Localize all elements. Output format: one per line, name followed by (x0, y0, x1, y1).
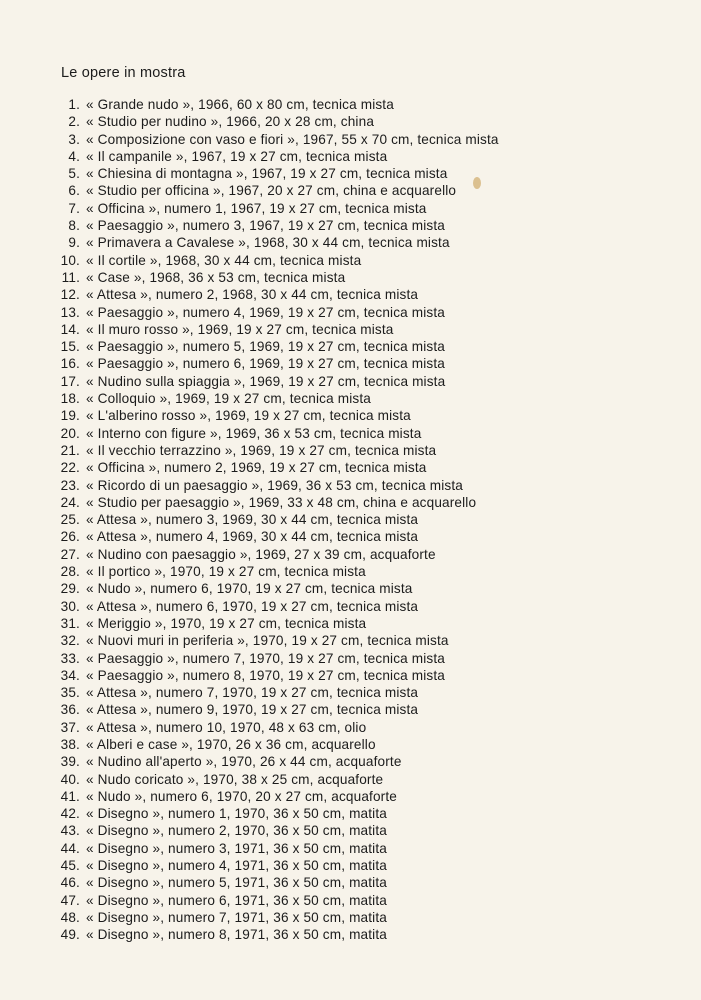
list-item-number: 7. (68, 200, 80, 216)
list-item-text: « Attesa », numero 2, 1968, 30 x 44 cm, tecnica mista (86, 287, 419, 303)
list-item (36, 407, 676, 424)
list-item (36, 528, 676, 545)
list-item-number: 14. (60, 321, 80, 337)
list-item-number: 29. (60, 581, 80, 597)
list-item (36, 96, 676, 113)
list-item-text: « Officina », numero 2, 1969, 19 x 27 cm, tecnica mista (86, 460, 427, 476)
list-item (36, 857, 676, 874)
list-item-number: 9. (68, 235, 80, 251)
list-item (36, 355, 676, 372)
list-item (36, 909, 676, 926)
list-item (36, 252, 676, 269)
list-item-text: « Studio per paesaggio », 1969, 33 x 48 cm, china e acquarello (86, 494, 477, 510)
list-item (36, 753, 676, 770)
list-item-number: 40. (60, 771, 80, 787)
list-item-text: « Disegno », numero 2, 1970, 36 x 50 cm, matita (86, 823, 387, 839)
list-item-number: 13. (60, 304, 80, 320)
list-item-text: « Paesaggio », numero 8, 1970, 19 x 27 cm, tecnica mista (86, 667, 446, 683)
list-item (36, 771, 676, 788)
list-item-text: « Disegno », numero 1, 1970, 36 x 50 cm, matita (86, 806, 387, 822)
list-item-number: 3. (68, 131, 80, 147)
list-item-text: « Disegno », numero 5, 1971, 36 x 50 cm, matita (86, 875, 387, 891)
list-item-number: 10. (60, 252, 80, 268)
list-item-text: « L'alberino rosso », 1969, 19 x 27 cm, tecnica mista (86, 408, 411, 424)
list-item-text: « Il portico », 1970, 19 x 27 cm, tecnica mista (86, 564, 366, 580)
list-item-text: « Case », 1968, 36 x 53 cm, tecnica mista (86, 269, 346, 285)
list-item-number: 47. (60, 892, 80, 908)
list-item-text: « Nudo coricato », 1970, 38 x 25 cm, acquaforte (86, 771, 384, 787)
list-item-text: « Disegno », numero 4, 1971, 36 x 50 cm, matita (86, 858, 387, 874)
list-item (36, 113, 676, 130)
list-item-text: « Nuovi muri in periferia », 1970, 19 x 27 cm, tecnica mista (86, 633, 449, 649)
list-item-number: 6. (68, 183, 80, 199)
list-item (36, 822, 676, 839)
list-item-number: 36. (60, 702, 80, 718)
list-item-text: « Attesa », numero 6, 1970, 19 x 27 cm, tecnica mista (86, 598, 419, 614)
list-item-number: 34. (60, 667, 80, 683)
list-item-number: 31. (60, 615, 80, 631)
list-item-text: « Il vecchio terrazzino », 1969, 19 x 27 cm, tecnica mista (86, 442, 437, 458)
list-item-number: 32. (60, 633, 80, 649)
list-item-number: 2. (68, 114, 80, 130)
list-item-text: « Disegno », numero 3, 1971, 36 x 50 cm, matita (86, 840, 387, 856)
list-item (36, 234, 676, 251)
list-item-text: « Il muro rosso », 1969, 19 x 27 cm, tecnica mista (86, 321, 394, 337)
list-item (36, 182, 676, 199)
list-item (36, 684, 676, 701)
list-item (36, 667, 676, 684)
list-item-number: 22. (60, 460, 80, 476)
list-item (36, 580, 676, 597)
list-item-number: 44. (60, 840, 80, 856)
list-item-number: 8. (68, 218, 80, 234)
list-item (36, 650, 676, 667)
list-item-number: 21. (60, 442, 80, 458)
list-item-number: 15. (60, 339, 80, 355)
list-item-text: « Chiesina di montagna », 1967, 19 x 27 cm, tecnica mista (86, 166, 448, 182)
list-item-number: 5. (68, 166, 80, 182)
list-item-text: « Ricordo di un paesaggio », 1969, 36 x 53 cm, tecnica mista (86, 477, 463, 493)
list-item-text: « Attesa », numero 9, 1970, 19 x 27 cm, tecnica mista (86, 702, 419, 718)
list-item-number: 35. (60, 685, 80, 701)
list-item (36, 304, 676, 321)
list-item-text: « Paesaggio », numero 3, 1967, 19 x 27 cm, tecnica mista (86, 218, 446, 234)
list-item-text: « Paesaggio », numero 4, 1969, 19 x 27 cm, tecnica mista (86, 304, 446, 320)
list-item (36, 200, 676, 217)
list-item-text: « Disegno », numero 6, 1971, 36 x 50 cm, matita (86, 892, 387, 908)
list-item-number: 11. (61, 269, 80, 285)
list-item-number: 17. (60, 373, 80, 389)
list-item (36, 719, 676, 736)
list-item-text: « Attesa », numero 7, 1970, 19 x 27 cm, tecnica mista (86, 685, 419, 701)
list-item-text: « Il cortile », 1968, 30 x 44 cm, tecnica mista (86, 252, 362, 268)
list-item-number: 23. (60, 477, 80, 493)
list-item-text: « Primavera a Cavalese », 1968, 30 x 44 cm, tecnica mista (86, 235, 450, 251)
list-item (36, 788, 676, 805)
list-item (36, 615, 676, 632)
page-title: Le opere in mostra (61, 65, 186, 81)
list-item-number: 43. (60, 823, 80, 839)
list-item (36, 269, 676, 286)
list-item (36, 494, 676, 511)
list-item-text: « Disegno », numero 7, 1971, 36 x 50 cm, matita (86, 909, 387, 925)
list-item-text: « Studio per nudino », 1966, 20 x 28 cm, china (86, 114, 375, 130)
list-item (36, 805, 676, 822)
list-item-text: « Colloquio », 1969, 19 x 27 cm, tecnica mista (86, 391, 371, 407)
list-item-number: 37. (60, 719, 80, 735)
list-item-text: « Attesa », numero 4, 1969, 30 x 44 cm, tecnica mista (86, 529, 419, 545)
list-item (36, 131, 676, 148)
list-item-text: « Nudino sulla spiaggia », 1969, 19 x 27 cm, tecnica mista (86, 373, 446, 389)
list-item-number: 20. (60, 425, 80, 441)
list-item-number: 26. (60, 529, 80, 545)
list-item-text: « Studio per officina », 1967, 20 x 27 cm, china e acquarello (86, 183, 457, 199)
list-item-number: 48. (60, 909, 80, 925)
list-item (36, 165, 676, 182)
list-item-text: « Nudo », numero 6, 1970, 20 x 27 cm, acquaforte (86, 788, 397, 804)
list-item-text: « Alberi e case », 1970, 26 x 36 cm, acquarello (86, 736, 376, 752)
list-item-number: 1. (68, 97, 80, 112)
list-item-number: 46. (60, 875, 80, 891)
list-item-number: 42. (60, 806, 80, 822)
list-item (36, 736, 676, 753)
list-item-number: 28. (60, 564, 80, 580)
list-item-text: « Disegno », numero 8, 1971, 36 x 50 cm, matita (86, 927, 387, 943)
paper-stain (473, 177, 481, 189)
list-item (36, 321, 676, 338)
list-item-text: « Grande nudo », 1966, 60 x 80 cm, tecnica mista (86, 97, 394, 112)
list-item (36, 390, 676, 407)
list-item-number: 16. (60, 356, 80, 372)
list-item (36, 373, 676, 390)
list-item-text: « Meriggio », 1970, 19 x 27 cm, tecnica mista (86, 615, 367, 631)
list-item-number: 41. (60, 788, 80, 804)
list-item (36, 425, 676, 442)
list-item-text: « Attesa », numero 3, 1969, 30 x 44 cm, tecnica mista (86, 512, 419, 528)
list-item-text: « Il campanile », 1967, 19 x 27 cm, tecnica mista (86, 148, 388, 164)
list-item-text: « Composizione con vaso e fiori », 1967, 55 x 70 cm, tecnica mista (86, 131, 499, 147)
list-item-number: 38. (60, 736, 80, 752)
list-item (36, 338, 676, 355)
list-item-text: « Nudino all'aperto », 1970, 26 x 44 cm, acquaforte (86, 754, 402, 770)
list-item-text: « Paesaggio », numero 7, 1970, 19 x 27 cm, tecnica mista (86, 650, 446, 666)
list-item-number: 45. (60, 858, 80, 874)
list-item-number: 24. (60, 494, 80, 510)
list-item-number: 18. (60, 391, 80, 407)
list-item-text: « Nudo », numero 6, 1970, 19 x 27 cm, tecnica mista (86, 581, 413, 597)
list-item (36, 874, 676, 891)
list-item (36, 632, 676, 649)
list-item-number: 4. (68, 148, 80, 164)
list-item-number: 12. (60, 287, 80, 303)
list-item-number: 33. (60, 650, 80, 666)
list-item (36, 459, 676, 476)
list-item (36, 286, 676, 303)
list-item-number: 19. (60, 408, 80, 424)
list-item-text: « Paesaggio », numero 5, 1969, 19 x 27 cm, tecnica mista (86, 339, 446, 355)
list-item (36, 840, 676, 857)
list-item (36, 217, 676, 234)
list-item-number: 49. (60, 927, 80, 943)
list-item-number: 25. (60, 512, 80, 528)
list-item-text: « Interno con figure », 1969, 36 x 53 cm, tecnica mista (86, 425, 422, 441)
list-item (36, 563, 676, 580)
list-item (36, 892, 676, 909)
list-item-text: « Officina », numero 1, 1967, 19 x 27 cm, tecnica mista (86, 200, 427, 216)
works-list (36, 96, 676, 944)
list-item-number: 27. (60, 546, 80, 562)
list-item (36, 148, 676, 165)
list-item-text: « Paesaggio », numero 6, 1969, 19 x 27 cm, tecnica mista (86, 356, 446, 372)
list-item (36, 926, 676, 943)
list-item (36, 546, 676, 563)
list-item (36, 598, 676, 615)
list-item (36, 511, 676, 528)
list-item-text: « Attesa », numero 10, 1970, 48 x 63 cm, olio (86, 719, 367, 735)
list-item-number: 39. (60, 754, 80, 770)
list-item-number: 30. (60, 598, 80, 614)
list-item (36, 442, 676, 459)
list-item (36, 701, 676, 718)
list-item (36, 477, 676, 494)
list-item-text: « Nudino con paesaggio », 1969, 27 x 39 cm, acquaforte (86, 546, 436, 562)
